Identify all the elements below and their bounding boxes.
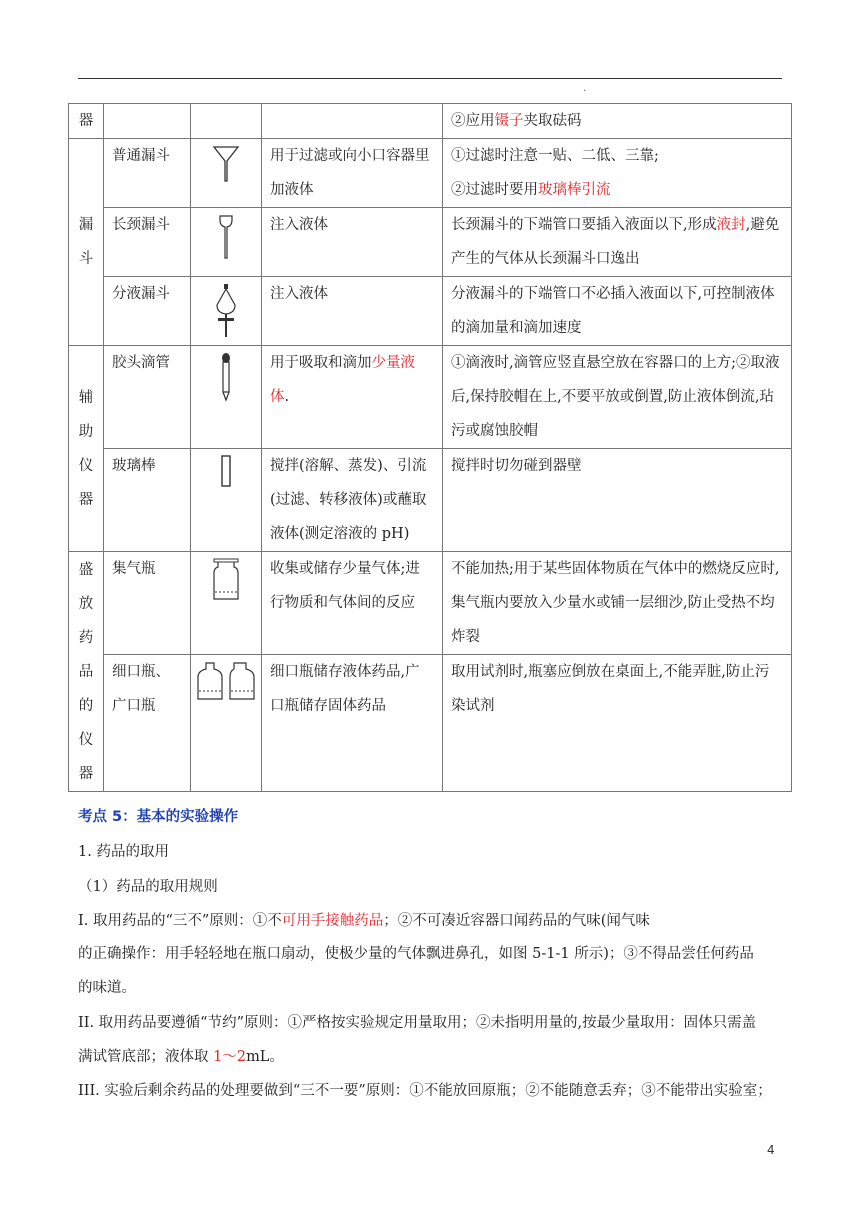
use-cell: 搅拌(溶解、蒸发)、引流(过滤、转移液体)或蘸取液体(测定溶液的 pH) <box>262 449 443 552</box>
table-row <box>69 277 792 346</box>
use-cell: 注入液体 <box>262 277 443 346</box>
section-heading: 考点 5：基本的实验操作 <box>78 809 239 825</box>
category-cell-funnel: 漏 斗 <box>69 139 104 346</box>
use-cell: 收集或储存少量气体;进行物质和气体间的反应 <box>262 552 443 655</box>
note-cell: ①过滤时注意一贴、二低、三靠; ②过滤时要用玻璃棒引流 <box>443 139 792 208</box>
page-number: 4 <box>767 1143 775 1157</box>
category-cell-auxiliary: 辅 助 仪 器 <box>69 346 104 552</box>
use-cell: 注入液体 <box>262 208 443 277</box>
table-row <box>69 655 792 792</box>
use-cell: 用于吸取和滴加少量液体. <box>262 346 443 449</box>
note-cell: 分液漏斗的下端管口不必插入液面以下,可控制液体的滴加量和滴加速度 <box>443 277 792 346</box>
gas-jar-icon <box>211 558 241 602</box>
name-cell: 集气瓶 <box>104 552 191 655</box>
icon-cell <box>191 552 262 655</box>
icon-cell <box>191 346 262 449</box>
name-cell: 胶头滴管 <box>104 346 191 449</box>
reagent-bottles-icon <box>197 661 255 701</box>
note-cell: 不能加热;用于某些固体物质在气体中的燃烧反应时,集气瓶内要放入少量水或铺一层细沙,防止受热不均炸裂 <box>443 552 792 655</box>
dropper-icon <box>219 352 233 402</box>
funnel-icon <box>211 145 241 185</box>
paragraph: III. 实验后剩余药品的处理要做到“三不一要”原则：①不能放回原瓶；②不能随意丢弃；③不能带出实验室； <box>78 1083 772 1099</box>
table-row <box>69 208 792 277</box>
separatory-funnel-icon <box>215 283 237 339</box>
use-cell: 细口瓶储存液体药品,广口瓶储存固体药品 <box>262 655 443 792</box>
icon-cell <box>191 104 262 139</box>
paragraph: II. 取用药品要遵循“节约”原则：①严格按实验规定用量取用；②未指明用量的,按最少量取用：固体只需盖 <box>78 1015 757 1031</box>
paragraph: 的味道。 <box>78 980 136 996</box>
paragraph: I. 取用药品的“三不”原则：①不可用手接触药品；②不可凑近容器口闻药品的气味(闻气味 <box>78 913 650 929</box>
table-row <box>69 139 792 208</box>
paragraph: 满试管底部；液体取 1～2mL。 <box>78 1049 284 1065</box>
note-cell: 搅拌时切勿碰到器壁 <box>443 449 792 552</box>
instrument-table <box>68 103 792 792</box>
paragraph: 的正确操作：用手轻轻地在瓶口扇动，使极少量的气体飘进鼻孔，如图 5-1-1 所示)；③不得品尝任何药品 <box>78 946 754 962</box>
name-cell: 长颈漏斗 <box>104 208 191 277</box>
icon-cell <box>191 139 262 208</box>
name-cell <box>104 104 191 139</box>
table-row <box>69 449 792 552</box>
note-cell: 取用试剂时,瓶塞应倒放在桌面上,不能弄脏,防止污染试剂 <box>443 655 792 792</box>
icon-cell <box>191 277 262 346</box>
name-cell: 玻璃棒 <box>104 449 191 552</box>
note-cell: ①滴液时,滴管应竖直悬空放在容器口的上方;②取液后,保持胶帽在上,不要平放或倒置,防止液体倒流,玷污或腐蚀胶帽 <box>443 346 792 449</box>
header-rule <box>78 78 782 79</box>
table-row <box>69 104 792 139</box>
category-cell-storage: 盛 放 药 品 的 仪 器 <box>69 552 104 792</box>
paragraph: （1）药品的取用规则 <box>78 879 218 895</box>
use-cell: 用于过滤或向小口容器里加液体 <box>262 139 443 208</box>
icon-cell <box>191 449 262 552</box>
name-cell: 普通漏斗 <box>104 139 191 208</box>
paragraph: 1. 药品的取用 <box>78 844 169 860</box>
glass-rod-icon <box>219 455 233 487</box>
note-cell: 长颈漏斗的下端管口要插入液面以下,形成液封,避免产生的气体从长颈漏斗口逸出 <box>443 208 792 277</box>
note-cell: ②应用镊子夹取砝码 <box>443 104 792 139</box>
icon-cell <box>191 208 262 277</box>
long-neck-funnel-icon <box>216 214 236 260</box>
name-cell: 细口瓶、广口瓶 <box>104 655 191 792</box>
header-dot: . <box>583 83 587 94</box>
table-row <box>69 346 792 449</box>
use-cell <box>262 104 443 139</box>
name-cell: 分液漏斗 <box>104 277 191 346</box>
category-cell: 器 <box>69 104 104 139</box>
icon-cell <box>191 655 262 792</box>
table-row <box>69 552 792 655</box>
